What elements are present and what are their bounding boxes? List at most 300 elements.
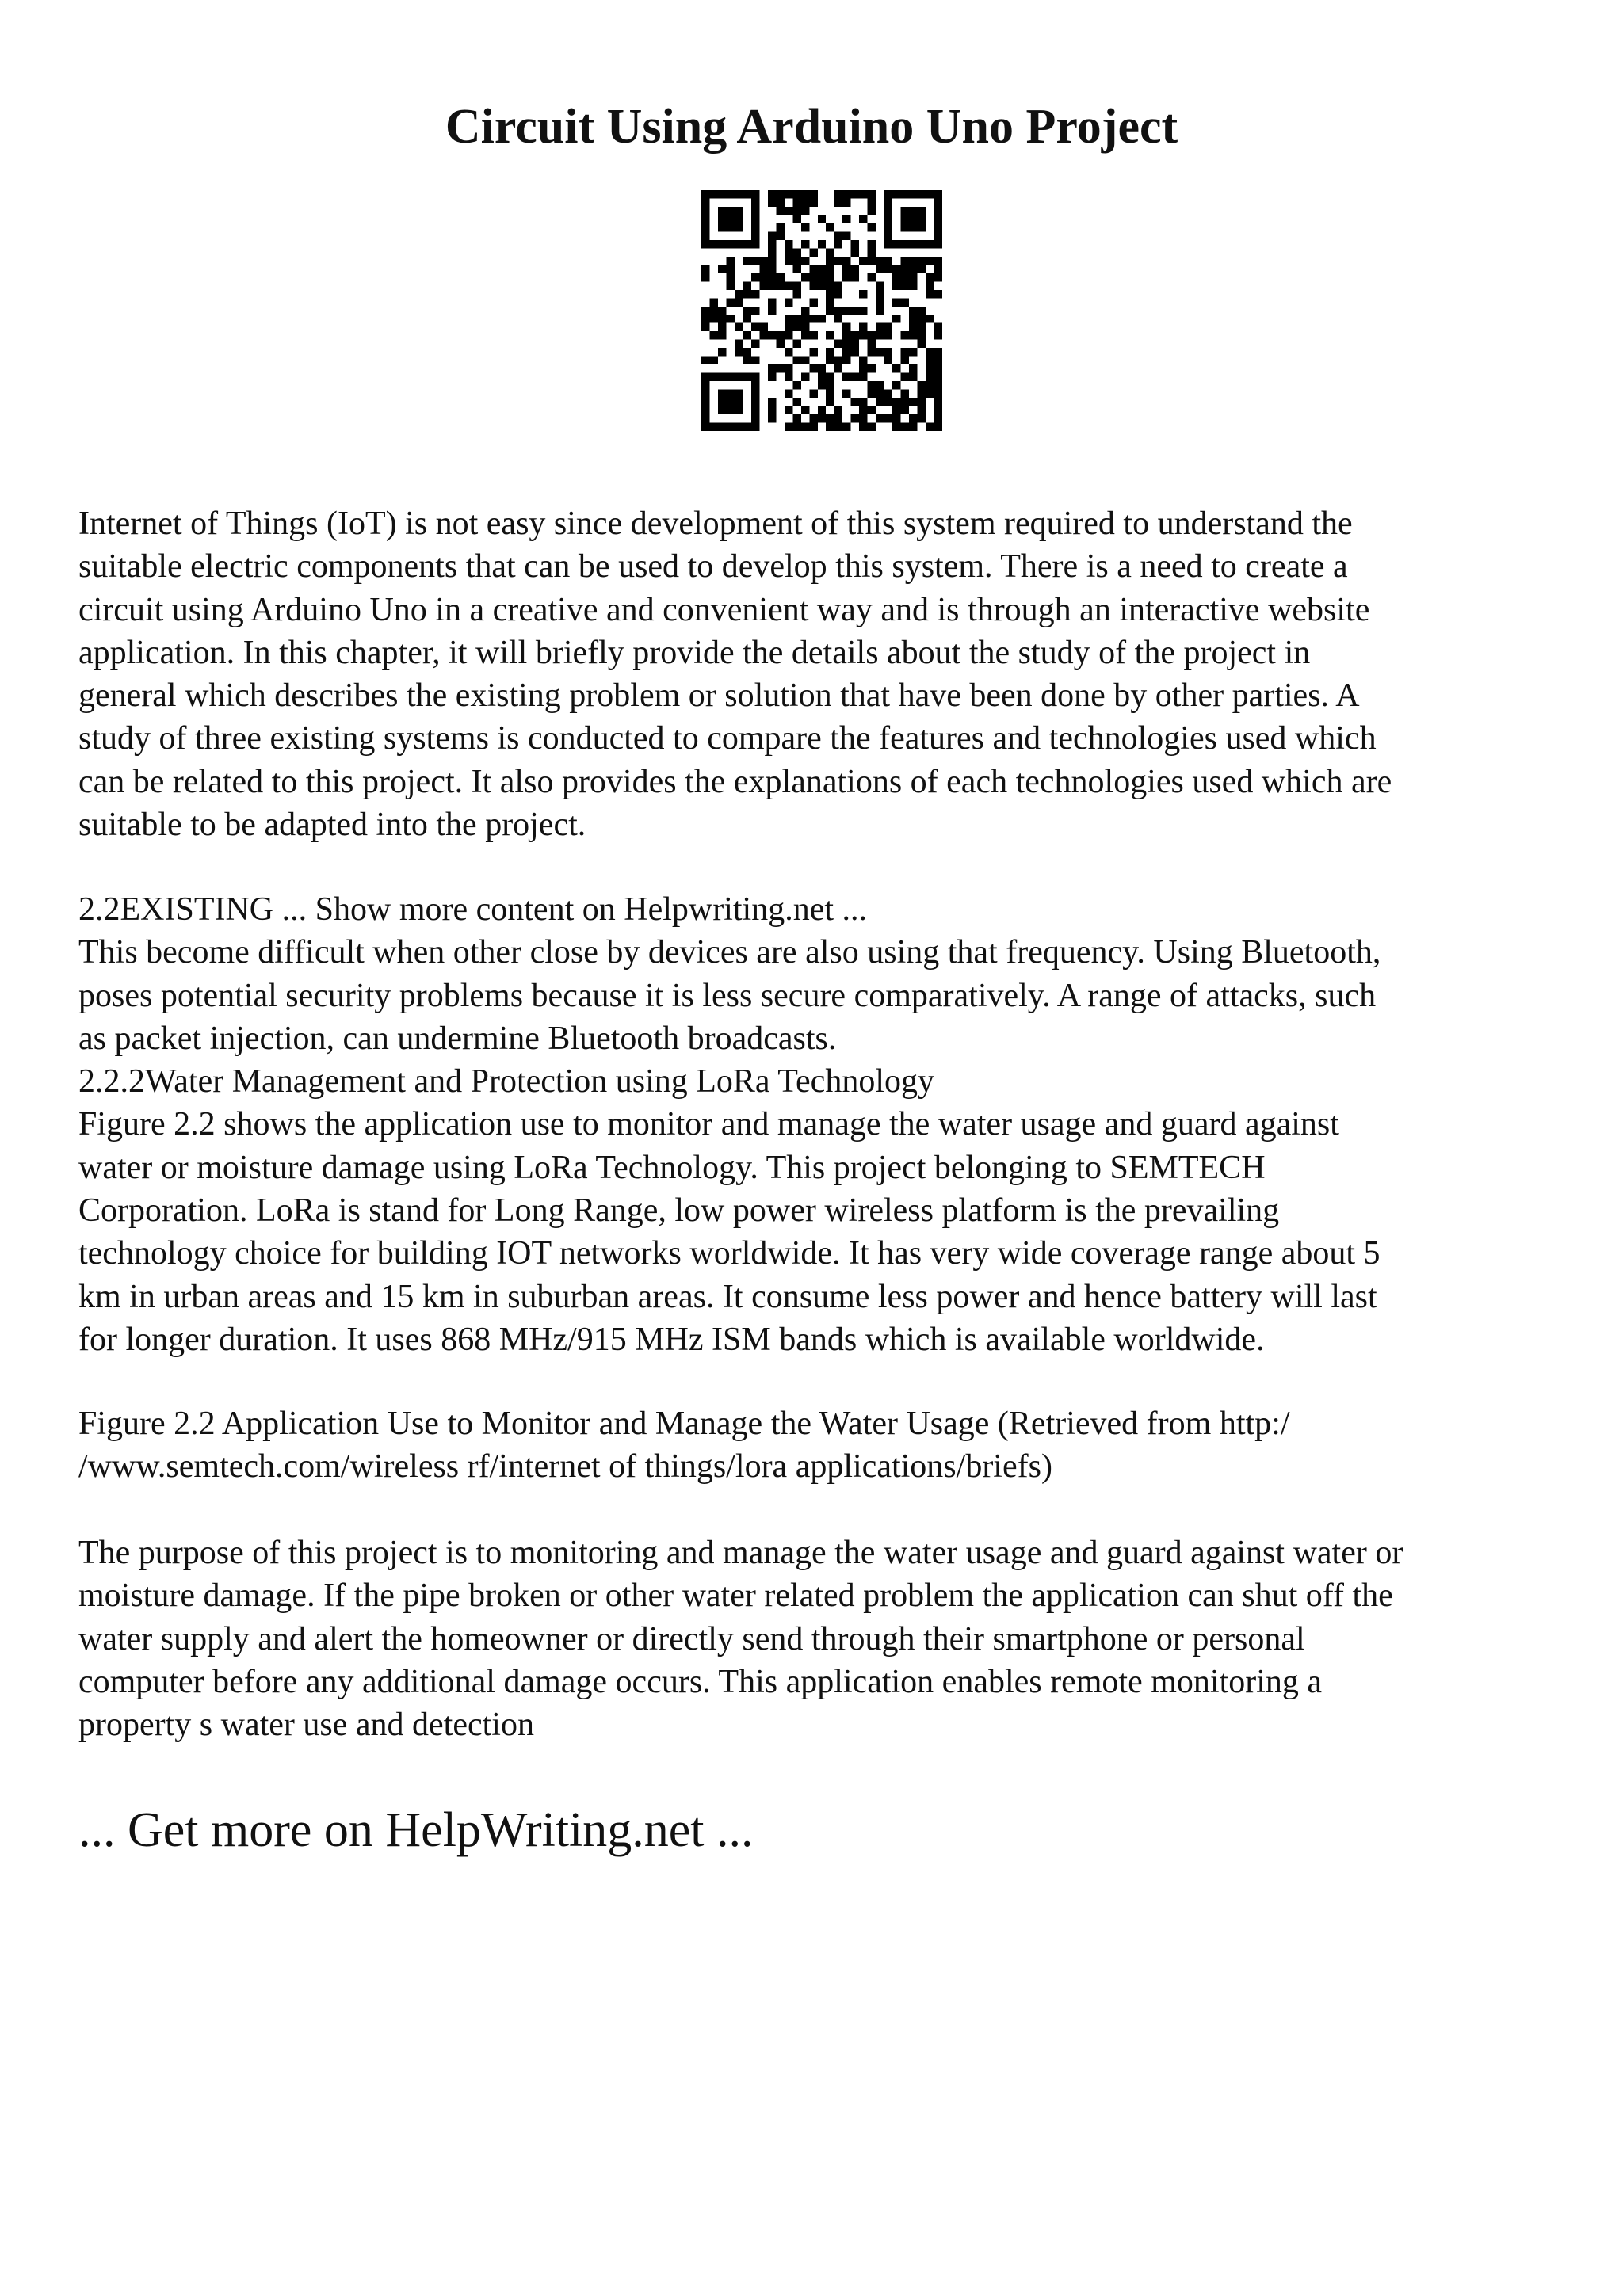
qr-module (834, 231, 842, 239)
qr-module (909, 240, 917, 248)
qr-module (918, 414, 926, 422)
qr-module (751, 357, 759, 364)
qr-module (726, 398, 734, 406)
qr-module (901, 390, 909, 398)
qr-module (801, 257, 809, 265)
qr-module (768, 414, 776, 422)
qr-module (859, 290, 867, 298)
qr-module (792, 315, 800, 322)
qr-module (909, 215, 917, 223)
qr-module (876, 381, 884, 389)
qr-module (792, 198, 800, 206)
qr-module (926, 373, 934, 381)
qr-module (934, 364, 942, 372)
qr-module (842, 198, 850, 206)
qr-module (726, 406, 734, 414)
qr-module (842, 340, 850, 348)
qr-module (701, 423, 709, 431)
qr-module (751, 231, 759, 239)
qr-module (801, 190, 809, 198)
qr-module (826, 381, 834, 389)
qr-module (701, 398, 709, 406)
qr-module (759, 273, 767, 281)
qr-module (818, 265, 826, 273)
qr-module (901, 406, 909, 414)
qr-module (809, 348, 817, 356)
qr-module (868, 340, 876, 348)
qr-module (785, 331, 792, 339)
qr-module (785, 364, 792, 372)
qr-module (859, 215, 867, 223)
qr-module (726, 281, 734, 289)
qr-module (826, 331, 834, 339)
qr-module (884, 398, 892, 406)
qr-module (768, 307, 776, 315)
qr-module (901, 223, 909, 231)
qr-module (768, 298, 776, 306)
qr-module (926, 423, 934, 431)
qr-module (884, 265, 892, 273)
qr-module (701, 390, 709, 398)
qr-module (792, 357, 800, 364)
qr-module (785, 423, 792, 431)
qr-module (743, 281, 750, 289)
qr-module (751, 198, 759, 206)
qr-module (751, 190, 759, 198)
qr-module (834, 364, 842, 372)
qr-module (868, 331, 876, 339)
qr-module (735, 398, 743, 406)
qr-module (859, 398, 867, 406)
qr-module (718, 307, 726, 315)
qr-module (735, 348, 743, 356)
qr-module (926, 390, 934, 398)
qr-module (918, 265, 926, 273)
qr-module (826, 357, 834, 364)
qr-module (851, 348, 859, 356)
qr-module (918, 340, 926, 348)
qr-module (901, 423, 909, 431)
qr-module (918, 257, 926, 265)
qr-module (751, 390, 759, 398)
qr-module (868, 248, 876, 256)
qr-module (851, 373, 859, 381)
qr-module (826, 423, 834, 431)
qr-module (809, 364, 817, 372)
qr-module (851, 190, 859, 198)
qr-module (826, 373, 834, 381)
qr-module (901, 190, 909, 198)
qr-module (776, 207, 784, 215)
qr-module (842, 273, 850, 281)
qr-module (743, 290, 750, 298)
qr-module (934, 215, 942, 223)
qr-module (768, 265, 776, 273)
qr-module (834, 406, 842, 414)
qr-module (901, 298, 909, 306)
qr-module (751, 207, 759, 215)
qr-module (726, 373, 734, 381)
qr-module (926, 257, 934, 265)
qr-module (735, 390, 743, 398)
qr-module (842, 348, 850, 356)
qr-module (926, 315, 934, 322)
qr-module (726, 207, 734, 215)
qr-module (892, 315, 900, 322)
qr-module (851, 273, 859, 281)
qr-module (892, 190, 900, 198)
qr-module (809, 315, 817, 322)
qr-module (918, 315, 926, 322)
qr-module (701, 223, 709, 231)
qr-module (735, 298, 743, 306)
qr-module (901, 273, 909, 281)
qr-module (801, 240, 809, 248)
qr-module (859, 364, 867, 372)
qr-module (792, 190, 800, 198)
qr-module (801, 423, 809, 431)
qr-module (743, 190, 750, 198)
qr-module (934, 381, 942, 389)
qr-module (842, 357, 850, 364)
get-more-link[interactable]: ... Get more on HelpWriting.net ... (78, 1803, 754, 1857)
qr-module (718, 240, 726, 248)
qr-module (909, 373, 917, 381)
qr-module (884, 414, 892, 422)
qr-module (801, 198, 809, 206)
qr-module (826, 257, 834, 265)
qr-module (909, 307, 917, 315)
qr-module (892, 281, 900, 289)
qr-module (792, 414, 800, 422)
qr-module (868, 423, 876, 431)
qr-module (868, 257, 876, 265)
qr-module (701, 307, 709, 315)
qr-module (818, 406, 826, 414)
qr-module (751, 240, 759, 248)
qr-module (926, 357, 934, 364)
qr-module (901, 398, 909, 406)
qr-module (776, 331, 784, 339)
qr-module (785, 257, 792, 265)
qr-module (718, 323, 726, 331)
qr-module (718, 207, 726, 215)
qr-module (701, 373, 709, 381)
qr-module (934, 207, 942, 215)
qr-module (842, 265, 850, 273)
qr-module (834, 315, 842, 322)
qr-module (901, 207, 909, 215)
qr-module (918, 223, 926, 231)
existing-systems-paragraph: 2.2EXISTING ... Show more content on Helpwriting.net ... This become difficult when other close by devices are also using that frequency. Using Bluetooth, poses potential security problems because it is less secure comparatively. A range of attacks, such as packet injection, can undermine Bluetooth broadcasts. 2.2.2Water Management and Protection using LoRa Technology Figure 2.2 shows the application use to monitor and manage the water usage and guard against water or moisture damage using LoRa Technology. This project belonging to SEMTECH Corporation. LoRa is stand for Long Range, low power wireless platform is the prevailing technology choice for building IOT networks worldwide. It has very wide coverage range about 5 km in urban areas and 15 km in suburban areas. It consume less power and hence battery will last for longer duration. It uses 868 MHz/915 MHz ISM bands which is available worldwide. (78, 891, 1381, 1358)
qr-module (901, 281, 909, 289)
qr-module (768, 240, 776, 248)
qr-module (851, 398, 859, 406)
qr-module (934, 231, 942, 239)
qr-module (934, 190, 942, 198)
qr-module (801, 373, 809, 381)
qr-module (834, 190, 842, 198)
qr-module (859, 406, 867, 414)
qr-module (934, 406, 942, 414)
qr-module (934, 265, 942, 273)
qr-module (759, 331, 767, 339)
qr-module (785, 406, 792, 414)
qr-module (901, 331, 909, 339)
qr-module (792, 340, 800, 348)
qr-module (909, 190, 917, 198)
qr-module (934, 223, 942, 231)
qr-module (834, 307, 842, 315)
qr-module (934, 357, 942, 364)
qr-module (876, 414, 884, 422)
qr-module (709, 315, 717, 322)
qr-module (826, 298, 834, 306)
qr-module (735, 290, 743, 298)
qr-module (735, 423, 743, 431)
qr-module (718, 398, 726, 406)
qr-module (718, 406, 726, 414)
qr-module (801, 207, 809, 215)
qr-module (868, 348, 876, 356)
qr-module (809, 198, 817, 206)
qr-module (726, 215, 734, 223)
qr-module (792, 248, 800, 256)
qr-module (768, 273, 776, 281)
qr-module (751, 273, 759, 281)
qr-module (934, 390, 942, 398)
figure-caption: Figure 2.2 Application Use to Monitor and Manage the Water Usage (Retrieved from http:/ /www.semtech.com/wireless rf/internet of things/lora applications/briefs) (78, 1405, 1290, 1486)
qr-module (735, 240, 743, 248)
qr-module (918, 307, 926, 315)
qr-module (876, 398, 884, 406)
qr-module (759, 281, 767, 289)
qr-module (801, 406, 809, 414)
qr-module (918, 406, 926, 414)
qr-module (818, 381, 826, 389)
qr-module (743, 348, 750, 356)
qr-module (826, 248, 834, 256)
qr-module (934, 198, 942, 206)
qr-module (901, 373, 909, 381)
qr-module (842, 323, 850, 331)
qr-module (826, 398, 834, 406)
qr-module (709, 190, 717, 198)
qr-module (934, 273, 942, 281)
qr-module (768, 331, 776, 339)
qr-module (726, 423, 734, 431)
purpose-paragraph: The purpose of this project is to monitoring and manage the water usage and guard against water or moisture damage. If the pipe broken or other water related problem the application can shut off the water supply and alert the homeowner or directly send through their smartphone or personal computer before any additional damage occurs. This application enables remote monitoring a property s water use and detection (78, 1535, 1403, 1744)
qr-module (792, 265, 800, 273)
qr-module (818, 364, 826, 372)
qr-module (934, 290, 942, 298)
qr-module (884, 207, 892, 215)
qr-module (842, 190, 850, 198)
qr-module (851, 414, 859, 422)
qr-module (842, 231, 850, 239)
qr-module (759, 323, 767, 331)
qr-module (892, 364, 900, 372)
qr-module (809, 331, 817, 339)
qr-module (776, 223, 784, 231)
qr-module (776, 198, 784, 206)
qr-module (718, 423, 726, 431)
qr-module (884, 257, 892, 265)
qr-module (735, 207, 743, 215)
qr-module (726, 265, 734, 273)
qr-module (918, 323, 926, 331)
qr-module (918, 390, 926, 398)
qr-module (842, 423, 850, 431)
qr-module (809, 190, 817, 198)
qr-module (735, 215, 743, 223)
qr-module (785, 240, 792, 248)
qr-module (934, 348, 942, 356)
qr-module (792, 215, 800, 223)
qr-module (868, 273, 876, 281)
qr-module (926, 190, 934, 198)
qr-module (901, 348, 909, 356)
qr-module (868, 198, 876, 206)
qr-module (892, 265, 900, 273)
qr-module (718, 331, 726, 339)
qr-module (918, 240, 926, 248)
qr-module (785, 390, 792, 398)
intro-paragraph: Internet of Things (IoT) is not easy since development of this system required to understand the suitable electric components that can be used to develop this system. There is a need to create a circuit using Arduino Uno in a creative and convenient way and is through an interactive website application. In this chapter, it will briefly provide the details about the study of the project in general which describes the existing problem or solution that have been done by other parties. A study of three existing systems is conducted to compare the features and technologies used which can be related to this project. It also provides the explanations of each technologies used which are suitable to be adapted into the project. (78, 505, 1392, 844)
qr-module (768, 406, 776, 414)
qr-module (834, 357, 842, 364)
qr-module (801, 307, 809, 315)
qr-module (876, 323, 884, 331)
qr-module (718, 373, 726, 381)
qr-module (792, 398, 800, 406)
qr-module (726, 273, 734, 281)
qr-module (851, 307, 859, 315)
qr-module (701, 273, 709, 281)
qr-module (918, 207, 926, 215)
qr-module (751, 373, 759, 381)
qr-module (785, 323, 792, 331)
qr-module (785, 248, 792, 256)
qr-module (926, 240, 934, 248)
qr-module (901, 357, 909, 364)
qr-module (868, 406, 876, 414)
qr-module (892, 381, 900, 389)
qr-code-icon (701, 190, 942, 431)
qr-module (776, 281, 784, 289)
qr-module (743, 240, 750, 248)
qr-module (842, 373, 850, 381)
qr-module (709, 423, 717, 431)
qr-module (701, 315, 709, 322)
qr-module (868, 390, 876, 398)
qr-module (751, 381, 759, 389)
qr-module (884, 215, 892, 223)
qr-module (892, 273, 900, 281)
qr-module (809, 273, 817, 281)
qr-module (859, 423, 867, 431)
qr-module (768, 364, 776, 372)
qr-module (735, 223, 743, 231)
qr-module (785, 281, 792, 289)
qr-module (792, 281, 800, 289)
qr-module (884, 390, 892, 398)
qr-module (701, 231, 709, 239)
qr-module (826, 307, 834, 315)
qr-module (876, 265, 884, 273)
qr-module (859, 190, 867, 198)
qr-module (768, 281, 776, 289)
qr-module (826, 414, 834, 422)
qr-module (868, 190, 876, 198)
qr-module (709, 240, 717, 248)
qr-module (901, 215, 909, 223)
qr-module (726, 240, 734, 248)
qr-module (743, 307, 750, 315)
qr-module (726, 190, 734, 198)
qr-module (826, 281, 834, 289)
qr-module (934, 373, 942, 381)
qr-module (785, 298, 792, 306)
qr-module (918, 190, 926, 198)
qr-module (826, 273, 834, 281)
qr-module (751, 398, 759, 406)
qr-module (768, 198, 776, 206)
qr-module (735, 323, 743, 331)
qr-module (776, 231, 784, 239)
qr-module (709, 298, 717, 306)
qr-module (701, 198, 709, 206)
qr-module (743, 257, 750, 265)
qr-module (934, 257, 942, 265)
qr-module (918, 331, 926, 339)
qr-module (801, 323, 809, 331)
qr-module (892, 240, 900, 248)
qr-module (884, 231, 892, 239)
qr-module (792, 257, 800, 265)
qr-module (918, 398, 926, 406)
qr-module (901, 257, 909, 265)
qr-module (834, 423, 842, 431)
qr-module (926, 290, 934, 298)
qr-module (751, 215, 759, 223)
qr-module (842, 215, 850, 223)
qr-module (809, 390, 817, 398)
qr-module (826, 290, 834, 298)
qr-module (884, 240, 892, 248)
qr-module (751, 340, 759, 348)
qr-module (892, 398, 900, 406)
qr-module (876, 298, 884, 306)
qr-module (818, 373, 826, 381)
qr-module (851, 265, 859, 273)
qr-module (926, 273, 934, 281)
qr-module (701, 240, 709, 248)
qr-module (801, 331, 809, 339)
qr-module (792, 290, 800, 298)
qr-module (818, 240, 826, 248)
qr-module (926, 348, 934, 356)
qr-module (859, 373, 867, 381)
qr-module (792, 423, 800, 431)
qr-module (934, 240, 942, 248)
qr-module (909, 207, 917, 215)
qr-module (859, 257, 867, 265)
qr-module (926, 364, 934, 372)
qr-module (785, 190, 792, 198)
qr-module (701, 190, 709, 198)
qr-module (785, 315, 792, 322)
